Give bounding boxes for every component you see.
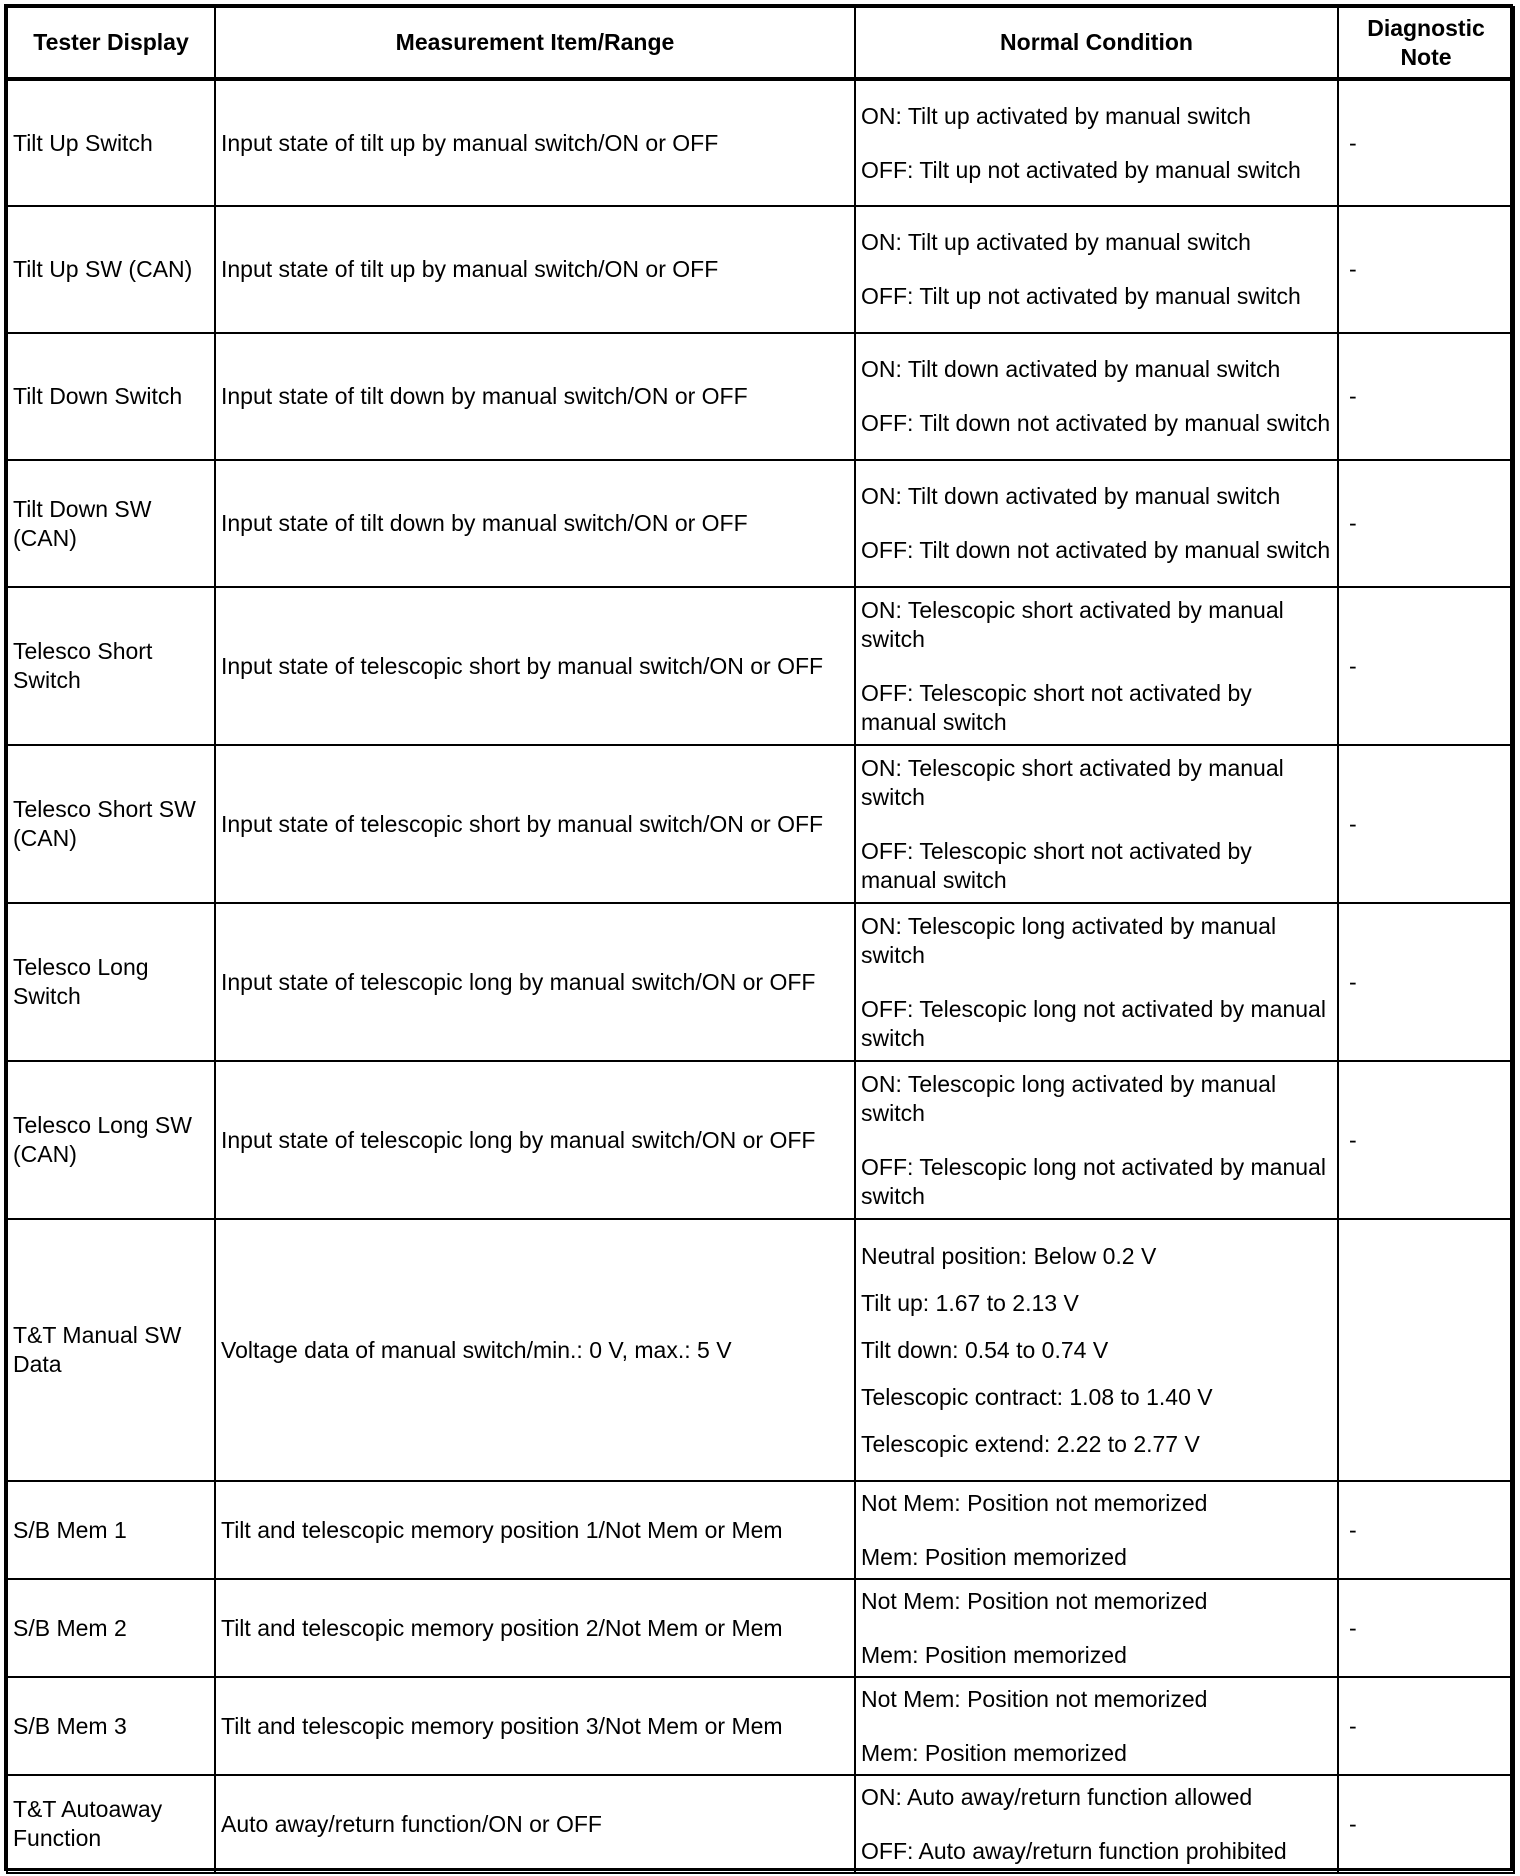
condition-line: OFF: Telescopic short not activated by manual switch: [861, 679, 1252, 735]
condition-line: Tilt up: 1.67 to 2.13 V: [861, 1289, 1079, 1316]
table-row: [7, 79, 1514, 206]
condition-line: ON: Tilt up activated by manual switch: [861, 229, 1251, 255]
table-row: [7, 206, 1514, 333]
condition-line: Telescopic contract: 1.08 to 1.40 V: [861, 1383, 1213, 1410]
measurement-cell: Input state of telescopic long by manual switch/ON or OFF: [215, 1061, 855, 1219]
diagnostic-note-cell: -: [1338, 1579, 1514, 1677]
condition-line: OFF: Tilt down not activated by manual switch: [861, 410, 1331, 436]
normal-condition-cell: [855, 1677, 1338, 1775]
condition-line: Not Mem: Position not memorized: [861, 1685, 1208, 1712]
condition-line: Neutral position: Below 0.2 V: [861, 1242, 1157, 1269]
measurement-cell: Input state of tilt up by manual switch/ON or OFF: [215, 79, 855, 206]
diagnostic-note-cell: -: [1338, 79, 1514, 206]
measurement-cell: Tilt and telescopic memory position 3/Not Mem or Mem: [215, 1677, 855, 1775]
normal-condition-cell: [855, 1579, 1338, 1677]
table-row: [7, 1481, 1514, 1579]
condition-line: Not Mem: Position not memorized: [861, 1587, 1208, 1614]
diagnostic-note-cell: -: [1338, 1677, 1514, 1775]
normal-condition-cell: [855, 1219, 1338, 1481]
diagnostic-note-cell: -: [1338, 587, 1514, 745]
diagnostic-note-cell: -: [1338, 1775, 1514, 1873]
normal-condition-cell: [855, 1061, 1338, 1219]
normal-condition-cell: [855, 1481, 1338, 1579]
diagnostic-note-cell: -: [1338, 333, 1514, 460]
diagnostic-note-cell: -: [1338, 745, 1514, 903]
condition-line: Mem: Position memorized: [861, 1543, 1127, 1570]
normal-condition-cell: [855, 903, 1338, 1061]
table-row: [7, 460, 1514, 587]
measurement-cell: Input state of telescopic short by manual switch/ON or OFF: [215, 745, 855, 903]
table-row: [7, 903, 1514, 1061]
tester-display-cell: Tilt Down SW (CAN): [7, 460, 215, 587]
measurement-cell: Tilt and telescopic memory position 2/Not Mem or Mem: [215, 1579, 855, 1677]
diagnostic-note-cell: -: [1338, 1061, 1514, 1219]
condition-line: Not Mem: Position not memorized: [861, 1489, 1208, 1516]
data-monitor-table: [6, 6, 1515, 1874]
measurement-cell: Input state of tilt up by manual switch/ON or OFF: [215, 206, 855, 333]
tester-display-cell: T&T Autoaway Function: [7, 1775, 215, 1873]
tester-display-cell: Telesco Short Switch: [7, 587, 215, 745]
condition-line: OFF: Tilt down not activated by manual switch: [861, 537, 1331, 563]
measurement-cell: Input state of telescopic long by manual switch/ON or OFF: [215, 903, 855, 1061]
table-row: [7, 1677, 1514, 1775]
diagnostic-note-cell: [1338, 1219, 1514, 1481]
normal-condition-cell: [855, 745, 1338, 903]
tester-display-cell: S/B Mem 2: [7, 1579, 215, 1677]
diagnostic-note-cell: -: [1338, 903, 1514, 1061]
normal-condition-cell: [855, 333, 1338, 460]
normal-condition-cell: [855, 79, 1338, 206]
header-tester-display: Tester Display: [7, 7, 215, 79]
condition-line: OFF: Telescopic long not activated by manual switch: [861, 995, 1326, 1051]
condition-line: ON: Tilt down activated by manual switch: [861, 356, 1281, 382]
tester-display-cell: Tilt Up Switch: [7, 79, 215, 206]
measurement-cell: Tilt and telescopic memory position 1/Not Mem or Mem: [215, 1481, 855, 1579]
tester-display-cell: S/B Mem 1: [7, 1481, 215, 1579]
tester-display-cell: Telesco Short SW (CAN): [7, 745, 215, 903]
condition-line: ON: Auto away/return function allowed: [861, 1783, 1253, 1810]
normal-condition-cell: [855, 460, 1338, 587]
measurement-cell: Input state of telescopic short by manual switch/ON or OFF: [215, 587, 855, 745]
measurement-cell: Input state of tilt down by manual switch/ON or OFF: [215, 333, 855, 460]
table-row: [7, 1061, 1514, 1219]
condition-line: ON: Telescopic long activated by manual switch: [861, 1070, 1277, 1126]
tester-display-cell: Tilt Down Switch: [7, 333, 215, 460]
normal-condition-cell: [855, 587, 1338, 745]
tester-display-cell: S/B Mem 3: [7, 1677, 215, 1775]
table-row: [7, 1579, 1514, 1677]
condition-line: OFF: Tilt up not activated by manual switch: [861, 156, 1301, 183]
condition-line: OFF: Telescopic short not activated by manual switch: [861, 837, 1252, 893]
header-normal-condition: Normal Condition: [855, 7, 1338, 79]
condition-line: ON: Telescopic long activated by manual switch: [861, 912, 1277, 968]
table-row: [7, 1775, 1514, 1873]
condition-line: ON: Tilt down activated by manual switch: [861, 483, 1281, 509]
table-row: [7, 1219, 1514, 1481]
table-row: [7, 333, 1514, 460]
diagnostic-note-cell: -: [1338, 206, 1514, 333]
normal-condition-cell: [855, 206, 1338, 333]
condition-line: OFF: Tilt up not activated by manual switch: [861, 283, 1301, 309]
header-measurement: Measurement Item/Range: [215, 7, 855, 79]
normal-condition-cell: [855, 1775, 1338, 1873]
table-row: [7, 587, 1514, 745]
condition-line: Mem: Position memorized: [861, 1739, 1127, 1766]
tester-display-cell: Tilt Up SW (CAN): [7, 206, 215, 333]
table-row: [7, 745, 1514, 903]
table-body: [7, 79, 1514, 1873]
tester-display-cell: Telesco Long SW (CAN): [7, 1061, 215, 1219]
condition-line: Mem: Position memorized: [861, 1641, 1127, 1668]
measurement-cell: Input state of tilt down by manual switch/ON or OFF: [215, 460, 855, 587]
tester-display-cell: T&T Manual SW Data: [7, 1219, 215, 1481]
condition-line: ON: Tilt up activated by manual switch: [861, 102, 1251, 129]
tester-display-cell: Telesco Long Switch: [7, 903, 215, 1061]
condition-line: OFF: Auto away/return function prohibited: [861, 1837, 1287, 1864]
condition-line: ON: Telescopic short activated by manual switch: [861, 754, 1284, 810]
condition-line: Telescopic extend: 2.22 to 2.77 V: [861, 1430, 1200, 1457]
condition-line: OFF: Telescopic long not activated by manual switch: [861, 1153, 1326, 1209]
measurement-cell: Voltage data of manual switch/min.: 0 V, max.: 5 V: [215, 1219, 855, 1481]
condition-line: Tilt down: 0.54 to 0.74 V: [861, 1336, 1109, 1363]
header-row: [7, 7, 1514, 79]
diagnostic-note-cell: -: [1338, 460, 1514, 587]
diagnostic-note-cell: -: [1338, 1481, 1514, 1579]
condition-line: ON: Telescopic short activated by manual switch: [861, 596, 1284, 652]
measurement-cell: Auto away/return function/ON or OFF: [215, 1775, 855, 1873]
header-diagnostic-note: Diagnostic Note: [1338, 7, 1514, 79]
